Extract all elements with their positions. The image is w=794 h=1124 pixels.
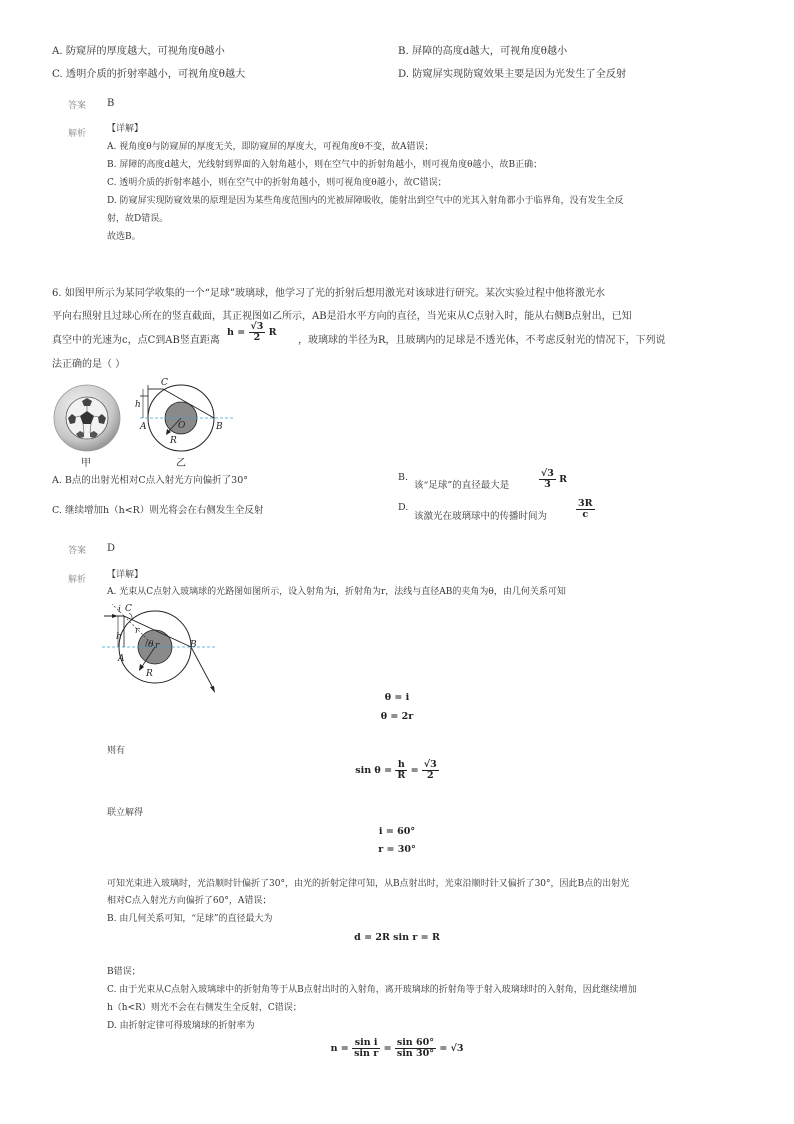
q6-option-c: C. 继续增加h（h<R）则光将会在右侧发生全反射 [52,505,264,516]
fig-label-h: h [135,400,141,410]
q5-line-a: A. 视角度θ与防窥屏的厚度无关，即防窥屏的厚度大，可视角度θ不变，故A错误； [107,142,434,152]
q5-line-c: C. 透明介质的折射率越小，则在空气中的折射角越小，则可视角度θ越小，故C错误； [107,178,447,188]
q6-option-b-text: 该“足球”的直径最大是 [414,480,510,491]
fig-label-r: R [170,436,177,446]
para-deflection-1: 可知光束进入玻璃时，光沿顺时针偏折了30°，由光的折射定律可知，从B点射出时，光束沿顺时针又偏折了30°，因此B点的出射光 [107,879,630,889]
q5-option-d: D. 防窥屏实现防窥效果主要是因为光发生了全反射 [398,69,627,80]
fig2-label-radius: R [146,669,153,679]
q6-stem-line-4: 法正确的是（ ） [52,359,126,370]
q6-analysis-label: 解析 [68,575,87,585]
q6-stem-line-2: 平向右照射且过球心所在的竖直截面，其正视图如乙所示，AB是沿水平方向的直径，当光束从C点射入时，能从右侧B点射出，已知 [52,311,632,322]
light-path-figure [98,604,224,696]
q6-stem-line-3a: 真空中的光速为c，点C到AB竖直距离 [52,335,220,346]
then-text: 则有 [107,746,126,756]
q5-option-b: B. 屏障的高度d越大，可视角度θ越小 [398,46,568,57]
fig2-label-a: A [118,654,125,664]
eq-r-30: r = 30° [378,844,416,855]
q6-h-expression: h = $\frac{√3}{2}$ R [227,321,277,343]
eq-diameter: d = 2R sin r = R [354,932,440,943]
q5-answer: B [107,98,115,109]
q5-detail-title: 【详解】 [107,124,144,134]
q6-figure [50,374,240,470]
q6-answer: D [107,543,116,554]
para-deflection-2: 相对C点入射光方向偏折了60°，A错误； [107,896,272,906]
q5-line-d-cont: 射，故D错误。 [107,214,169,224]
eq-i-60: i = 60° [378,826,416,837]
q5-option-c: C. 透明介质的折射率越小，可视角度θ越大 [52,69,246,80]
q6-option-d-prefix: D. [398,502,409,513]
q6-line-d: D. 由折射定律可得玻璃球的折射率为 [107,1021,255,1031]
cross-section-diagram [140,385,234,451]
fig2-label-h: h [116,632,122,642]
q6-line-b: B. 由几何关系可知，“足球”的直径最大为 [107,914,273,924]
q6-option-b-prefix: B. [398,472,409,483]
fig2-label-r: r [135,626,140,636]
solve-text: 联立解得 [107,808,144,818]
q5-line-b: B. 屏障的高度d越大，光线射到界面的入射角越小，则在空气中的折射角越小，则可视角度θ越小，故B正确； [107,160,543,170]
q6-detail-title: 【详解】 [107,570,144,580]
q6-stem-line-1: 6. 如图甲所示为某同学收集的一个“足球”玻璃球，他学习了光的折射后想用激光对该球进行研究。某次实验过程中他将激光水 [52,288,605,299]
eq-sin-theta: sin θ = $\frac{h}{R}$ = $\frac{√3}{2}$ [355,759,437,781]
fig-label-jia: 甲 [81,458,91,469]
q6-line-a: A. 光束从C点射入玻璃球的光路图如图所示，设入射角为i，折射角为r，法线与直径AB的夹角为θ，由几何关系可知 [107,587,566,597]
q6-option-d-formula: $\frac{3R}{c}$ [578,498,593,520]
eq-theta-i: θ = i [384,692,410,703]
fig2-label-theta: θ [148,640,154,650]
fig-label-o: O [178,421,186,431]
fig2-label-b: B [190,640,197,650]
q6-stem-line-3b: ，玻璃球的半径为R，且玻璃内的足球是不透光体，不考虑反射光的情况下，下列说 [298,335,666,346]
q6-option-d-text: 该激光在玻璃球中的传播时间为 [414,511,548,522]
fig-label-b: B [216,422,223,432]
q6-option-a: A. B点的出射光相对C点入射光方向偏折了30° [52,475,248,486]
q6-line-c1: C. 由于光束从C点射入玻璃球中的折射角等于从B点射出时的入射角，离开玻璃球的折射角等于射入玻璃球时的入射角，因此继续增加 [107,985,637,995]
q6-option-b-formula: $\frac{√3}{3}$ R [541,468,568,490]
q5-option-a: A. 防窥屏的厚度越大，可视角度θ越小 [52,46,225,57]
fig-label-a: A [140,422,147,432]
q5-line-d: D. 防窥屏实现防窥效果的原理是因为某些角度范围内的光被屏障吸收，能射出到空气中的光其入射角都小于临界角，没有发生全反 [107,196,624,206]
eq-theta-2r: θ = 2r [380,711,414,722]
fig-label-yi: 乙 [176,458,186,469]
q5-analysis-label: 解析 [68,129,87,139]
eq-refractive-index: n = $\frac{\text{sin i}}{\text{sin r}}$ = $\frac{\sin 60^\circ}{\sin 30^\circ}$ = √3 [330,1037,464,1059]
football-glass-ball-image [54,385,120,451]
q6-line-c2: h（h<R）则光不会在右侧发生全反射，C错误； [107,1003,302,1013]
fig2-label-r2: r [155,641,160,651]
fig2-label-c: C [125,604,132,614]
q5-answer-label: 答案 [68,101,87,111]
q6-answer-label: 答案 [68,546,87,556]
fig2-label-i: i [118,605,121,615]
fig-label-c: C [161,378,168,388]
b-wrong: B错误； [107,967,141,977]
q5-conclusion: 故选B。 [107,232,141,242]
